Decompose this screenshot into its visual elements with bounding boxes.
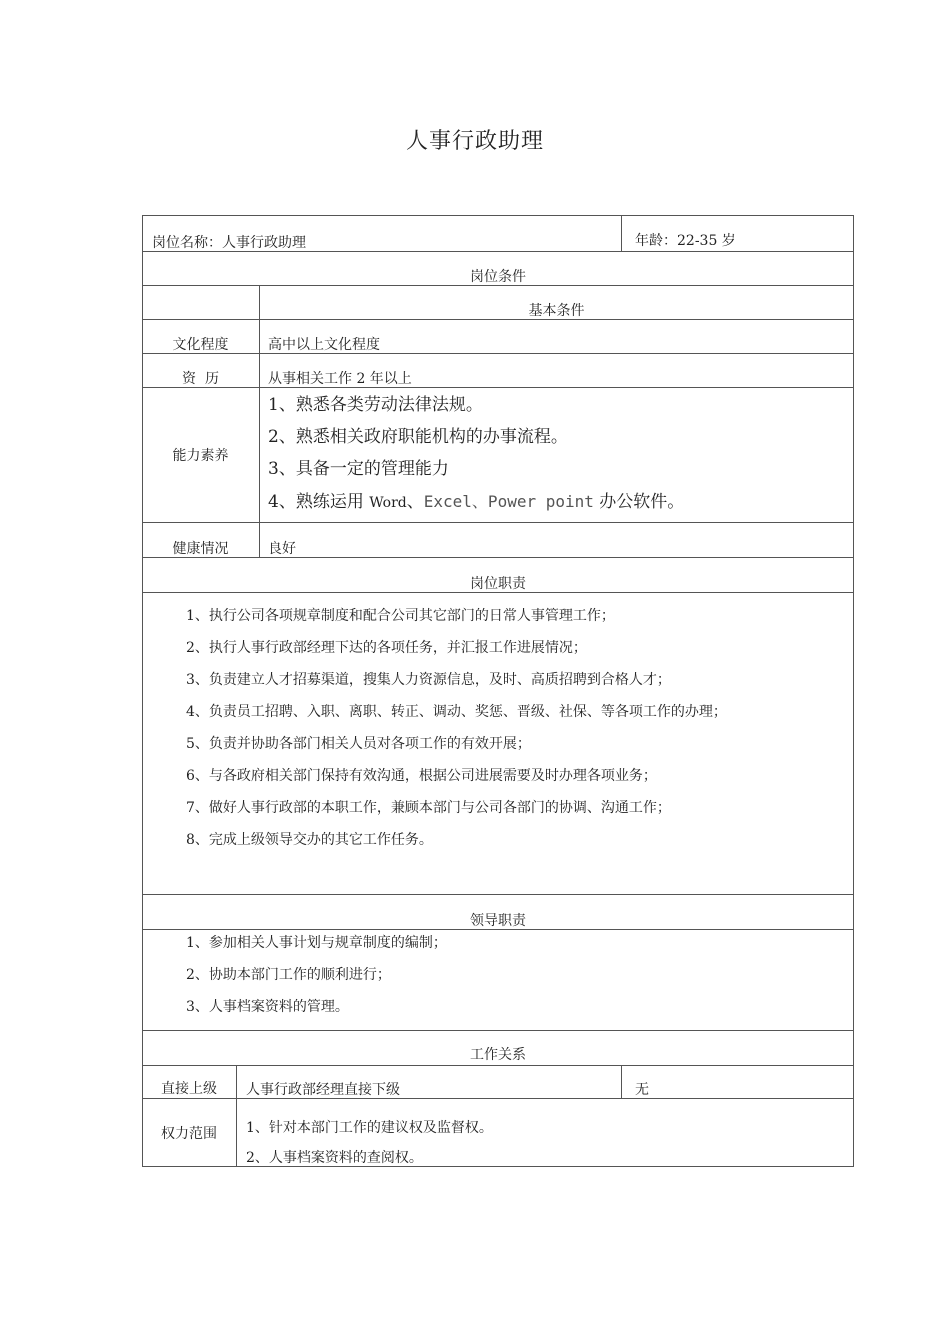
row-divider [142, 894, 854, 895]
ability-item: 3、具备一定的管理能力 [268, 459, 449, 479]
leadership-item: 3、人事档案资料的管理。 [186, 999, 349, 1015]
section-conditions: 岗位条件 [470, 269, 526, 285]
health-label: 健康情况 [172, 541, 229, 557]
row-divider [142, 387, 854, 388]
row-divider [142, 1065, 854, 1066]
col-divider [259, 285, 260, 557]
word-software: Word [369, 495, 407, 511]
superior-label: 直接上级 [161, 1081, 217, 1097]
authority-item: 1、针对本部门工作的建议权及监督权。 [246, 1120, 493, 1136]
row-divider [142, 353, 854, 354]
duty-item: 6、与各政府相关部门保持有效沟通，根据公司进展需要及时办理各项业务； [186, 768, 657, 784]
superior-value: 人事行政部经理直接下级 [246, 1082, 400, 1098]
duty-item: 3、负责建立人才招募渠道，搜集人力资源信息，及时、高质招聘到合格人才； [186, 672, 671, 688]
section-basic: 基本条件 [528, 303, 585, 319]
section-leadership: 领导职责 [470, 913, 526, 929]
education-label: 文化程度 [172, 337, 229, 353]
ability-item-suffix: 办公软件。 [593, 492, 685, 512]
authority-label: 权力范围 [161, 1126, 217, 1142]
authority-item: 2、人事档案资料的查阅权。 [246, 1150, 423, 1166]
experience-value: 从事相关工作 2 年以上 [268, 371, 412, 387]
col-divider [621, 215, 622, 251]
row-divider [142, 522, 854, 523]
experience-label: 资 历 [182, 371, 219, 387]
health-value: 良好 [268, 541, 296, 557]
page-title: 人事行政助理 [405, 129, 544, 154]
row-divider [142, 929, 854, 930]
leadership-item: 2、协助本部门工作的顺利进行； [186, 967, 391, 983]
age-range: 年龄：22-35 岁 [635, 233, 736, 249]
row-divider [142, 592, 854, 593]
ability-item-sep: 、 [406, 492, 424, 512]
duty-item: 8、完成上级领导交办的其它工作任务。 [186, 832, 433, 848]
row-divider [142, 1098, 854, 1099]
education-value: 高中以上文化程度 [268, 337, 380, 353]
section-relations: 工作关系 [470, 1047, 526, 1063]
duty-item: 1、执行公司各项规章制度和配合公司其它部门的日常人事管理工作； [186, 608, 615, 624]
leadership-item: 1、参加相关人事计划与规章制度的编制； [186, 935, 447, 951]
subordinate-value: 无 [635, 1082, 649, 1098]
position-name: 岗位名称：人事行政助理 [152, 235, 306, 251]
duty-item: 4、负责员工招聘、入职、离职、转正、调动、奖惩、晋级、社保、等各项工作的办理； [186, 704, 727, 720]
row-divider [142, 251, 854, 252]
row-divider [142, 319, 854, 320]
job-table [142, 215, 854, 1167]
ability-label: 能力素养 [172, 448, 229, 464]
row-divider [142, 557, 854, 558]
section-duties: 岗位职责 [470, 576, 526, 592]
ability-item: 2、熟悉相关政府职能机构的办事流程。 [268, 427, 568, 447]
ability-item [268, 492, 684, 513]
office-software: Excel、Power point [423, 492, 594, 511]
duty-item: 2、执行人事行政部经理下达的各项任务，并汇报工作进展情况； [186, 640, 587, 656]
col-divider [621, 1065, 622, 1098]
row-divider [142, 1030, 854, 1031]
duty-item: 7、做好人事行政部的本职工作，兼顾本部门与公司各部门的协调、沟通工作； [186, 800, 671, 816]
duty-item: 5、负责并协助各部门相关人员对各项工作的有效开展； [186, 736, 531, 752]
ability-item: 1、熟悉各类劳动法律法规。 [268, 395, 483, 415]
col-divider [236, 1065, 237, 1167]
row-divider [142, 285, 854, 286]
ability-item-prefix: 4、熟练运用 [268, 492, 370, 512]
